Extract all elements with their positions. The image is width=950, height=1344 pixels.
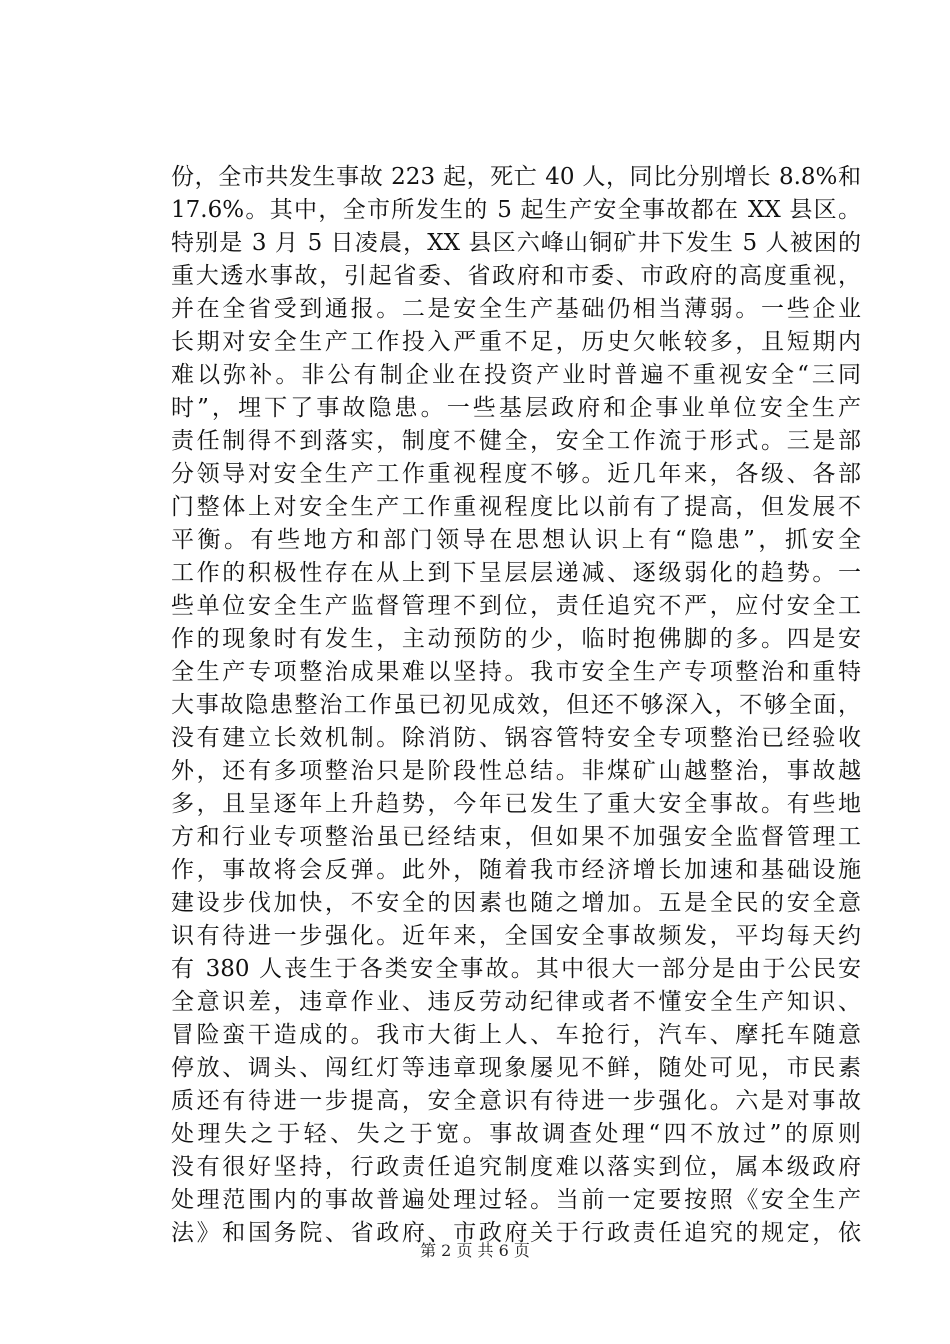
text-line: 分领导对安全生产工作重视程度不够。近几年来，各级、各部: [171, 461, 861, 487]
text-line: 没有建立长效机制。除消防、锅容管特安全专项整治已经验收: [171, 725, 861, 751]
text-line: 作的现象时有发生，主动预防的少，临时抱佛脚的多。四是安: [171, 626, 861, 652]
text-line: 责任制得不到落实，制度不健全，安全工作流于形式。三是部: [171, 428, 861, 454]
text-line: 工作的积极性存在从上到下呈层层递减、逐级弱化的趋势。一: [171, 560, 861, 586]
text-line: 冒险蛮干造成的。我市大街上人、车抢行，汽车、摩托车随意: [171, 1022, 861, 1048]
text-line: 处理失之于轻、失之于宽。事故调查处理“四不放过”的原则: [171, 1121, 861, 1147]
text-line: 特别是 3 月 5 日凌晨，XX 县区六峰山铜矿井下发生 5 人被困的: [171, 230, 861, 256]
text-line: 方和行业专项整治虽已经结束，但如果不加强安全监督管理工: [171, 824, 861, 850]
text-line: 时”，埋下了事故隐患。一些基层政府和企事业单位安全生产: [171, 395, 861, 421]
text-line: 外，还有多项整治只是阶段性总结。非煤矿山越整治，事故越: [171, 758, 861, 784]
text-line: 大事故隐患整治工作虽已初见成效，但还不够深入，不够全面，: [171, 692, 861, 718]
text-line: 17.6%。其中，全市所发生的 5 起生产安全事故都在 XX 县区。: [171, 197, 861, 223]
text-line: 没有很好坚持，行政责任追究制度难以落实到位，属本级政府: [171, 1154, 861, 1180]
text-line: 全意识差，违章作业、违反劳动纪律或者不懂安全生产知识、: [171, 989, 861, 1015]
text-line: 难以弥补。非公有制企业在投资产业时普遍不重视安全“三同: [171, 362, 861, 388]
text-line: 作，事故将会反弹。此外，随着我市经济增长加速和基础设施: [171, 857, 861, 883]
text-line: 停放、调头、闯红灯等违章现象屡见不鲜，随处可见，市民素: [171, 1055, 861, 1081]
text-line: 全生产专项整治成果难以坚持。我市安全生产专项整治和重特: [171, 659, 861, 685]
text-line: 些单位安全生产监督管理不到位，责任追究不严，应付安全工: [171, 593, 861, 619]
text-line: 法》和国务院、省政府、市政府关于行政责任追究的规定，依: [171, 1220, 861, 1246]
text-line: 处理范围内的事故普遍处理过轻。当前一定要按照《安全生产: [171, 1187, 861, 1213]
body-text: [171, 161, 861, 1250]
text-line: 长期对安全生产工作投入严重不足，历史欠帐较多，且短期内: [171, 329, 861, 355]
text-line: 建设步伐加快，不安全的因素也随之增加。五是全民的安全意: [171, 890, 861, 916]
text-line: 门整体上对安全生产工作重视程度比以前有了提高，但发展不: [171, 494, 861, 520]
text-line: 平衡。有些地方和部门领导在思想认识上有“隐患”，抓安全: [171, 527, 861, 553]
text-line: 重大透水事故，引起省委、省政府和市委、市政府的高度重视，: [171, 263, 861, 289]
text-line: 质还有待进一步提高，安全意识有待进一步强化。六是对事故: [171, 1088, 861, 1114]
text-line: 有 380 人丧生于各类安全事故。其中很大一部分是由于公民安: [171, 956, 861, 982]
text-line: 并在全省受到通报。二是安全生产基础仍相当薄弱。一些企业: [171, 296, 861, 322]
page-number-footer: 第 2 页 共 6 页: [420, 1241, 530, 1260]
text-line: 多，且呈逐年上升趋势，今年已发生了重大安全事故。有些地: [171, 791, 861, 817]
text-line: 识有待进一步强化。近年来，全国安全事故频发，平均每天约: [171, 923, 861, 949]
text-line: 份，全市共发生事故 223 起，死亡 40 人，同比分别增长 8.8%和: [171, 164, 861, 190]
